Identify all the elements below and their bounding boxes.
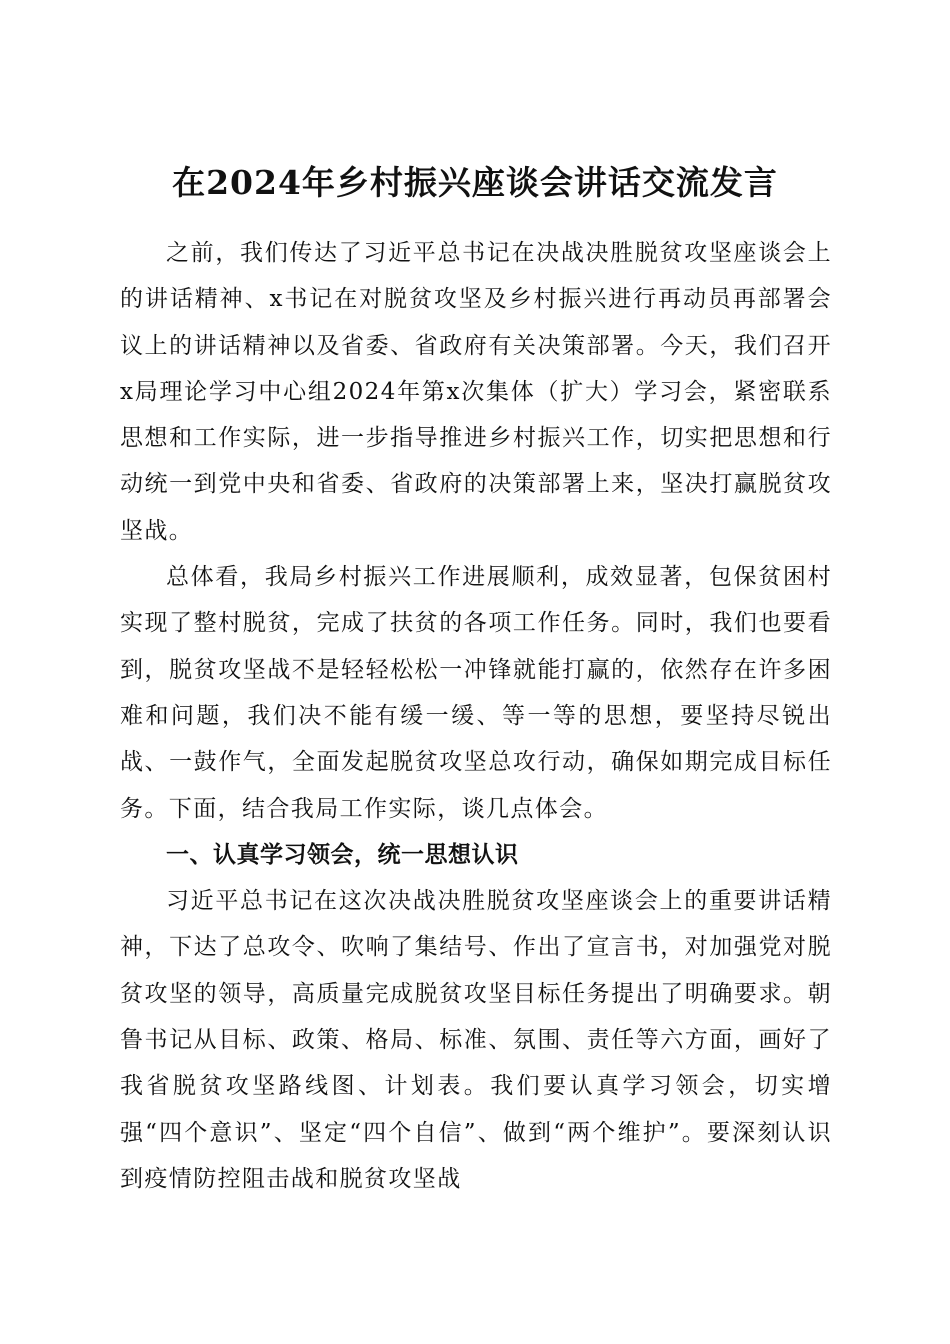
- document-body: [120, 230, 832, 1202]
- section-paragraph: 习近平总书记在这次决战决胜脱贫攻坚座谈会上的重要讲话精神，下达了总攻令、吹响了集结号、作出了宣言书，对加强党对脱贫攻坚的领导，高质量完成脱贫攻坚目标任务提出了明确要求。朝鲁书记从目标、政策、格局、标准、氛围、责任等六方面，画好了我省脱贫攻坚路线图、计划表。我们要认真学习领会，切实增强“四个意识”、坚定“四个自信”、做到“两个维护”。要深刻认识到疫情防控阻击战和脱贫攻坚战: [120, 888, 832, 1192]
- overview-paragraph: 总体看，我局乡村振兴工作进展顺利，成效显著，包保贫困村实现了整村脱贫，完成了扶贫的各项工作任务。同时，我们也要看到，脱贫攻坚战不是轻轻松松一冲锋就能打赢的，依然存在许多困难和问题，我们决不能有缓一缓、等一等的思想，要坚持尽锐出战、一鼓作气，全面发起脱贫攻坚总攻行动，确保如期完成目标任务。下面，结合我局工作实际，谈几点体会。: [120, 564, 832, 822]
- section-heading: 一、认真学习领会，统一思想认识: [166, 841, 519, 868]
- document-title: 在2024年乡村振兴座谈会讲话交流发言: [172, 163, 778, 203]
- intro-paragraph: 之前，我们传达了习近平总书记在决战决胜脱贫攻坚座谈会上的讲话精神、x书记在对脱贫攻坚及乡村振兴进行再动员再部署会议上的讲话精神以及省委、省政府有关决策部署。今天，我们召开x局理论学习中心组2024年第x次集体（扩大）学习会，紧密联系思想和工作实际，进一步指导推进乡村振兴工作，切实把思想和行动统一到党中央和省委、省政府的决策部署上来，坚决打赢脱贫攻坚战。: [120, 240, 832, 544]
